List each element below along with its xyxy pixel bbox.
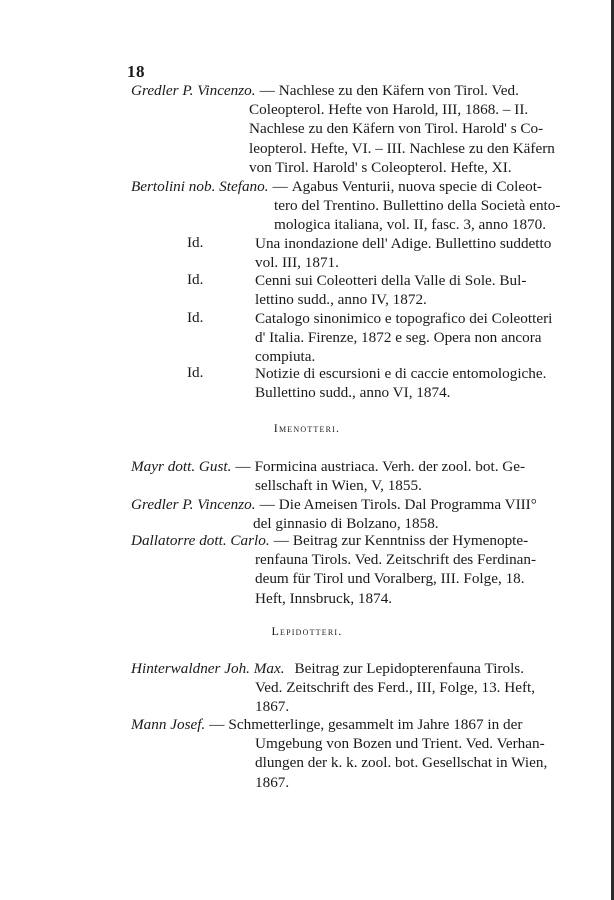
bibliography-entry — [131, 457, 525, 495]
entry-line: Heft, Innsbruck, 1874. — [255, 589, 393, 607]
entry-line: lettino sudd., anno IV, 1872. — [255, 291, 427, 309]
entry-author: Gredler P. Vincenzo. — [131, 82, 256, 99]
entry-line: dlungen der k. k. zool. bot. Gesellschat in Wien, — [255, 754, 548, 772]
entry-text: Beitrag zur Kenntniss der Hymenopte- — [292, 532, 529, 549]
entry-line: vol. III, 1871. — [255, 254, 339, 272]
entry-line: Umgebung von Bozen und Trient. Ved. Verhan- — [255, 735, 545, 753]
bibliography-entry — [255, 234, 551, 272]
em-dash: — — [273, 532, 289, 549]
id-label: Id. — [187, 364, 204, 381]
entry-line: Catalogo sinonimico e topografico dei Coleotteri — [255, 310, 553, 327]
entry-first-line — [131, 495, 537, 514]
entry-line: leopterol. Hefte, VI. – III. Nachlese zu den Käfern — [249, 139, 555, 157]
id-label: Id. — [187, 309, 204, 326]
entry-line: 1867. — [255, 698, 290, 716]
bibliography-entry — [131, 81, 555, 177]
entry-line: d' Italia. Firenze, 1872 e seg. Opera non ancora — [255, 329, 542, 347]
section-heading-lepidotteri: Lepidotteri. — [271, 624, 343, 638]
bibliography-entry — [255, 271, 526, 309]
entry-line: deum für Tirol und Voralberg, III. Folge, 18. — [255, 570, 525, 588]
entry-line: tero del Trentino. Bullettino della Società ento- — [274, 197, 561, 215]
entry-first-line — [131, 531, 536, 550]
entry-line: Ved. Zeitschrift des Ferd., III, Folge, 13. Heft, — [255, 679, 536, 697]
entry-author: Mayr dott. Gust. — [131, 458, 232, 475]
entry-line: renfauna Tirols. Ved. Zeitschrift des Ferdinan- — [255, 551, 537, 569]
entry-first-line — [131, 659, 535, 678]
bibliography-entry — [131, 715, 547, 792]
bibliography-entry — [255, 364, 546, 402]
entry-text: Beitrag zur Lepidopterenfauna Tirols. — [294, 660, 524, 677]
entry-line: Una inondazione dell' Adige. Bullettino suddetto — [255, 235, 552, 252]
entry-first-line — [131, 715, 547, 734]
entry-line: Cenni sui Coleotteri della Valle di Sole. Bul- — [255, 272, 527, 289]
entry-author: Bertolini nob. Stefano. — [131, 178, 269, 195]
entry-text: Formicina austriaca. Verh. der zool. bot. Ge- — [254, 458, 526, 475]
id-label: Id. — [187, 271, 204, 288]
bibliography-entry — [131, 495, 537, 533]
entry-line: von Tirol. Harold' s Coleopterol. Hefte, XI. — [249, 158, 512, 176]
entry-text: Agabus Venturii, nuova specie di Coleot- — [291, 178, 542, 195]
bibliography-entry — [131, 659, 535, 717]
bibliography-entry — [255, 309, 552, 367]
bibliography-entry — [131, 177, 560, 235]
entry-first-line — [131, 81, 555, 100]
entry-line: Coleopterol. Hefte von Harold, III, 1868. – II. — [249, 101, 529, 119]
em-dash: — — [235, 458, 251, 475]
entry-first-line — [131, 177, 560, 196]
entry-text: Schmetterlinge, gesammelt im Jahre 1867 in der — [228, 716, 523, 733]
entry-author: Dallatorre dott. Carlo. — [131, 532, 270, 549]
entry-author: Hinterwaldner Joh. Max. — [131, 660, 285, 677]
em-dash: — — [259, 82, 275, 99]
entry-first-line — [131, 457, 525, 476]
em-dash: — — [209, 716, 225, 733]
entry-line: compiuta. — [255, 348, 316, 366]
entry-text: Nachlese zu den Käfern von Tirol. Ved. — [278, 82, 519, 99]
entry-text: Die Ameisen Tirols. Dal Programma VIII° — [278, 496, 537, 513]
entry-line: Bullettino sudd., anno VI, 1874. — [255, 384, 451, 402]
entry-line: sellschaft in Wien, V, 1855. — [255, 477, 422, 495]
section-heading-imenotteri: Imenotteri. — [273, 421, 341, 435]
entry-line: mologica italiana, vol. II, fasc. 3, anno 1870. — [274, 216, 547, 234]
page-number: 18 — [127, 62, 145, 81]
entry-line: del ginnasio di Bolzano, 1858. — [253, 515, 439, 533]
entry-line: Nachlese zu den Käfern von Tirol. Harold' s Co- — [249, 120, 544, 138]
entry-line: 1867. — [255, 773, 290, 791]
em-dash: — — [259, 496, 275, 513]
id-label: Id. — [187, 234, 204, 251]
em-dash: — — [272, 178, 288, 195]
bibliography-entry — [131, 531, 536, 608]
entry-author: Gredler P. Vincenzo. — [131, 496, 256, 513]
entry-line: Notizie di escursioni e di caccie entomologiche. — [255, 365, 547, 382]
entry-author: Mann Josef. — [131, 716, 206, 733]
